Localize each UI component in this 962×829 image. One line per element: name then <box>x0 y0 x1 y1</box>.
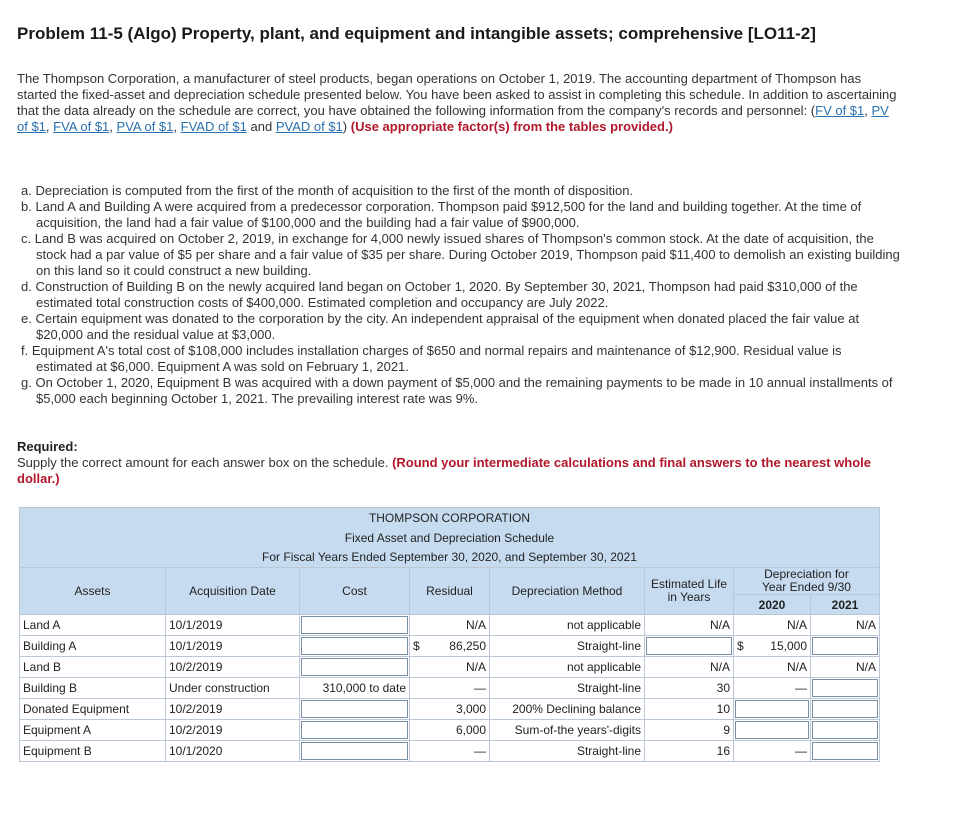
equipment-a-dep-2020-input[interactable] <box>735 721 809 739</box>
fact-c: c. Land B was acquired on October 2, 2019, in exchange for 4,000 newly issued shares of Thompson's common stock. At the date of acquisition, the stock had a par value of $5 per share and a fair value of $35 per share. During October 2019, Thompson paid $11,400 to demolish an existing building on this land so it could construct a new building. <box>21 231 900 278</box>
schedule-name: Fixed Asset and Depreciation Schedule <box>20 528 880 548</box>
dep-2021-cell <box>811 741 880 762</box>
equipment-b-dep-2021-input[interactable] <box>812 742 878 760</box>
col-depreciation: Depreciation for Year Ended 9/30 <box>734 568 880 595</box>
method-value: not applicable <box>490 615 645 636</box>
asset-name: Land A <box>20 615 166 636</box>
fact-f: f. Equipment A's total cost of $108,000 includes installation charges of $650 and normal repairs and maintenance of $12,900. Residual value is estimated at $6,000. Equipment A was sold on February 1, 2021. <box>21 343 842 374</box>
fact-a: a. Depreciation is computed from the first of the month of acquisition to the first of the month of disposition. <box>21 183 634 198</box>
method-value: Straight-line <box>490 741 645 762</box>
intro-text: The Thompson Corporation, a manufacturer of steel products, began operations on October 1, 2019. The accounting department of Thompson has started the fixed-asset and depreciation schedule presented below. You have been asked to assist in completing this schedule. In addition to ascertaining that the data already on the schedule are correct, you have obtained the following information from the company's records and personnel: ( <box>17 71 897 118</box>
life-value: 10 <box>645 699 734 720</box>
required-instruction: Supply the correct amount for each answer box on the schedule. <box>17 455 389 470</box>
dep-2021-cell <box>811 678 880 699</box>
link-fva[interactable]: FVA of $1 <box>53 119 110 134</box>
land-a-cost-input[interactable] <box>301 616 408 634</box>
table-row <box>20 636 880 657</box>
asset-name: Building A <box>20 636 166 657</box>
intro-close: ) <box>342 119 348 134</box>
col-residual: Residual <box>410 568 490 615</box>
link-and: and <box>250 119 273 134</box>
fact-d: d. Construction of Building B on the newly acquired land began on October 1, 2020. By September 30, 2021, Thompson had paid $310,000 of the estimated total construction costs of $400,000. Estimated completion and occupancy are July 2022. <box>21 279 858 310</box>
dep-2020-value <box>734 636 811 657</box>
residual-value: — <box>410 678 490 699</box>
life-value: 16 <box>645 741 734 762</box>
land-b-cost-input[interactable] <box>301 658 408 676</box>
problem-title: Problem 11-5 (Algo) Property, plant, and equipment and intangible assets; comprehensive [LO11-2] <box>17 24 816 43</box>
residual-value: 6,000 <box>410 720 490 741</box>
table-row <box>20 678 880 699</box>
dep-2020-amount: 15,000 <box>770 639 807 653</box>
acq-date: 10/2/2019 <box>166 699 300 720</box>
cost-cell <box>300 615 410 636</box>
acq-date: 10/2/2019 <box>166 720 300 741</box>
residual-value: 3,000 <box>410 699 490 720</box>
donated-equipment-dep-2021-input[interactable] <box>812 700 878 718</box>
asset-name: Equipment B <box>20 741 166 762</box>
method-value: 200% Declining balance <box>490 699 645 720</box>
link-fvad[interactable]: FVAD of $1 <box>180 119 247 134</box>
table-row <box>20 657 880 678</box>
life-value: N/A <box>645 615 734 636</box>
dep-2020-cell <box>734 699 811 720</box>
acq-date: 10/2/2019 <box>166 657 300 678</box>
dep-2020-cell <box>734 720 811 741</box>
asset-name: Building B <box>20 678 166 699</box>
residual-value <box>410 636 490 657</box>
dep-2020-value: — <box>734 741 811 762</box>
table-row <box>20 720 880 741</box>
col-cost: Cost <box>300 568 410 615</box>
equipment-b-cost-input[interactable] <box>301 742 408 760</box>
acq-date: 10/1/2020 <box>166 741 300 762</box>
col-2020: 2020 <box>734 595 811 615</box>
required-heading: Required: <box>17 439 78 454</box>
facts-list <box>21 183 901 407</box>
col-acq-date: Acquisition Date <box>166 568 300 615</box>
residual-value: — <box>410 741 490 762</box>
col-2021: 2021 <box>811 595 880 615</box>
dep-2021-value: N/A <box>811 615 880 636</box>
dollar-sign: $ <box>413 639 420 653</box>
equipment-a-dep-2021-input[interactable] <box>812 721 878 739</box>
donated-equipment-dep-2020-input[interactable] <box>735 700 809 718</box>
residual-value: N/A <box>410 657 490 678</box>
dollar-sign: $ <box>737 639 744 653</box>
acq-date: 10/1/2019 <box>166 615 300 636</box>
cost-cell <box>300 699 410 720</box>
cost-value: 310,000 to date <box>300 678 410 699</box>
building-a-cost-input[interactable] <box>301 637 408 655</box>
method-value: Straight-line <box>490 636 645 657</box>
acq-date: Under construction <box>166 678 300 699</box>
cost-cell <box>300 657 410 678</box>
dep-2021-cell <box>811 720 880 741</box>
col-life: Estimated Life in Years <box>645 568 734 615</box>
residual-amount: 86,250 <box>449 639 486 653</box>
table-row <box>20 615 880 636</box>
equipment-a-cost-input[interactable] <box>301 721 408 739</box>
life-cell <box>645 636 734 657</box>
fact-e: e. Certain equipment was donated to the corporation by the city. An independent appraisal of the equipment when donated placed the fair value at $20,000 and the residual value at $3,000. <box>21 311 860 342</box>
link-pva[interactable]: PVA of $1 <box>116 119 174 134</box>
col-method: Depreciation Method <box>490 568 645 615</box>
acq-date: 10/1/2019 <box>166 636 300 657</box>
instruction-text: (Use appropriate factor(s) from the tables provided.) <box>350 119 673 134</box>
dep-2021-value: N/A <box>811 657 880 678</box>
cost-cell <box>300 636 410 657</box>
cost-cell <box>300 741 410 762</box>
residual-value: N/A <box>410 615 490 636</box>
table-row <box>20 741 880 762</box>
required-text <box>17 455 897 487</box>
building-a-life-input[interactable] <box>646 637 732 655</box>
rounding-note: (Round your intermediate calculations and final answers to the nearest whole dollar.) <box>17 455 872 486</box>
dep-2021-cell <box>811 636 880 657</box>
link-pv[interactable]: PV of $1 <box>17 103 889 134</box>
intro-paragraph: The Thompson Corporation, a manufacturer of steel products, began operations on October 1, 2019. The accounting department of Thompson has started the fixed-asset and depreciation schedule presented below. You have been asked to assist in completing this schedule. In addition to ascertaining that the data already on the schedule are correct, you have obtained the following information from the company's records and personnel: (FV of $1, PV of $1, FVA of $1, PVA of $1, FVAD of $1 and PVAD of $1) (Use appropriate factor(s) from the tables provided.) <box>17 71 897 134</box>
method-value: Straight-line <box>490 678 645 699</box>
fact-g: g. On October 1, 2020, Equipment B was acquired with a down payment of $5,000 and the remaining payments to be made in 10 annual installments of $5,000 each beginning October 1, 2021. The prevailing interest rate was 9%. <box>21 375 893 406</box>
life-value: 9 <box>645 720 734 741</box>
dep-2020-value: N/A <box>734 657 811 678</box>
dep-2020-value: — <box>734 678 811 699</box>
life-value: N/A <box>645 657 734 678</box>
schedule-table <box>19 507 880 762</box>
asset-name: Equipment A <box>20 720 166 741</box>
link-fv[interactable]: FV of $1 <box>815 103 865 118</box>
method-value: Sum-of-the years'-digits <box>490 720 645 741</box>
building-a-dep-2021-input[interactable] <box>812 637 878 655</box>
schedule-period: For Fiscal Years Ended September 30, 2020, and September 30, 2021 <box>20 548 880 568</box>
method-value: not applicable <box>490 657 645 678</box>
cost-cell <box>300 720 410 741</box>
schedule-company: THOMPSON CORPORATION <box>20 508 880 528</box>
dep-2021-cell <box>811 699 880 720</box>
col-assets: Assets <box>20 568 166 615</box>
asset-name: Land B <box>20 657 166 678</box>
link-pvad[interactable]: PVAD of $1 <box>275 119 343 134</box>
asset-name: Donated Equipment <box>20 699 166 720</box>
building-b-dep-2021-input[interactable] <box>812 679 878 697</box>
life-value: 30 <box>645 678 734 699</box>
table-row <box>20 699 880 720</box>
donated-equipment-cost-input[interactable] <box>301 700 408 718</box>
dep-2020-value: N/A <box>734 615 811 636</box>
fact-b: b. Land A and Building A were acquired from a predecessor corporation. Thompson paid $912,500 for the land and building together. At the time of acquisition, the land had a fair value of $100,000 and the building had a fair value of $900,000. <box>21 199 862 230</box>
